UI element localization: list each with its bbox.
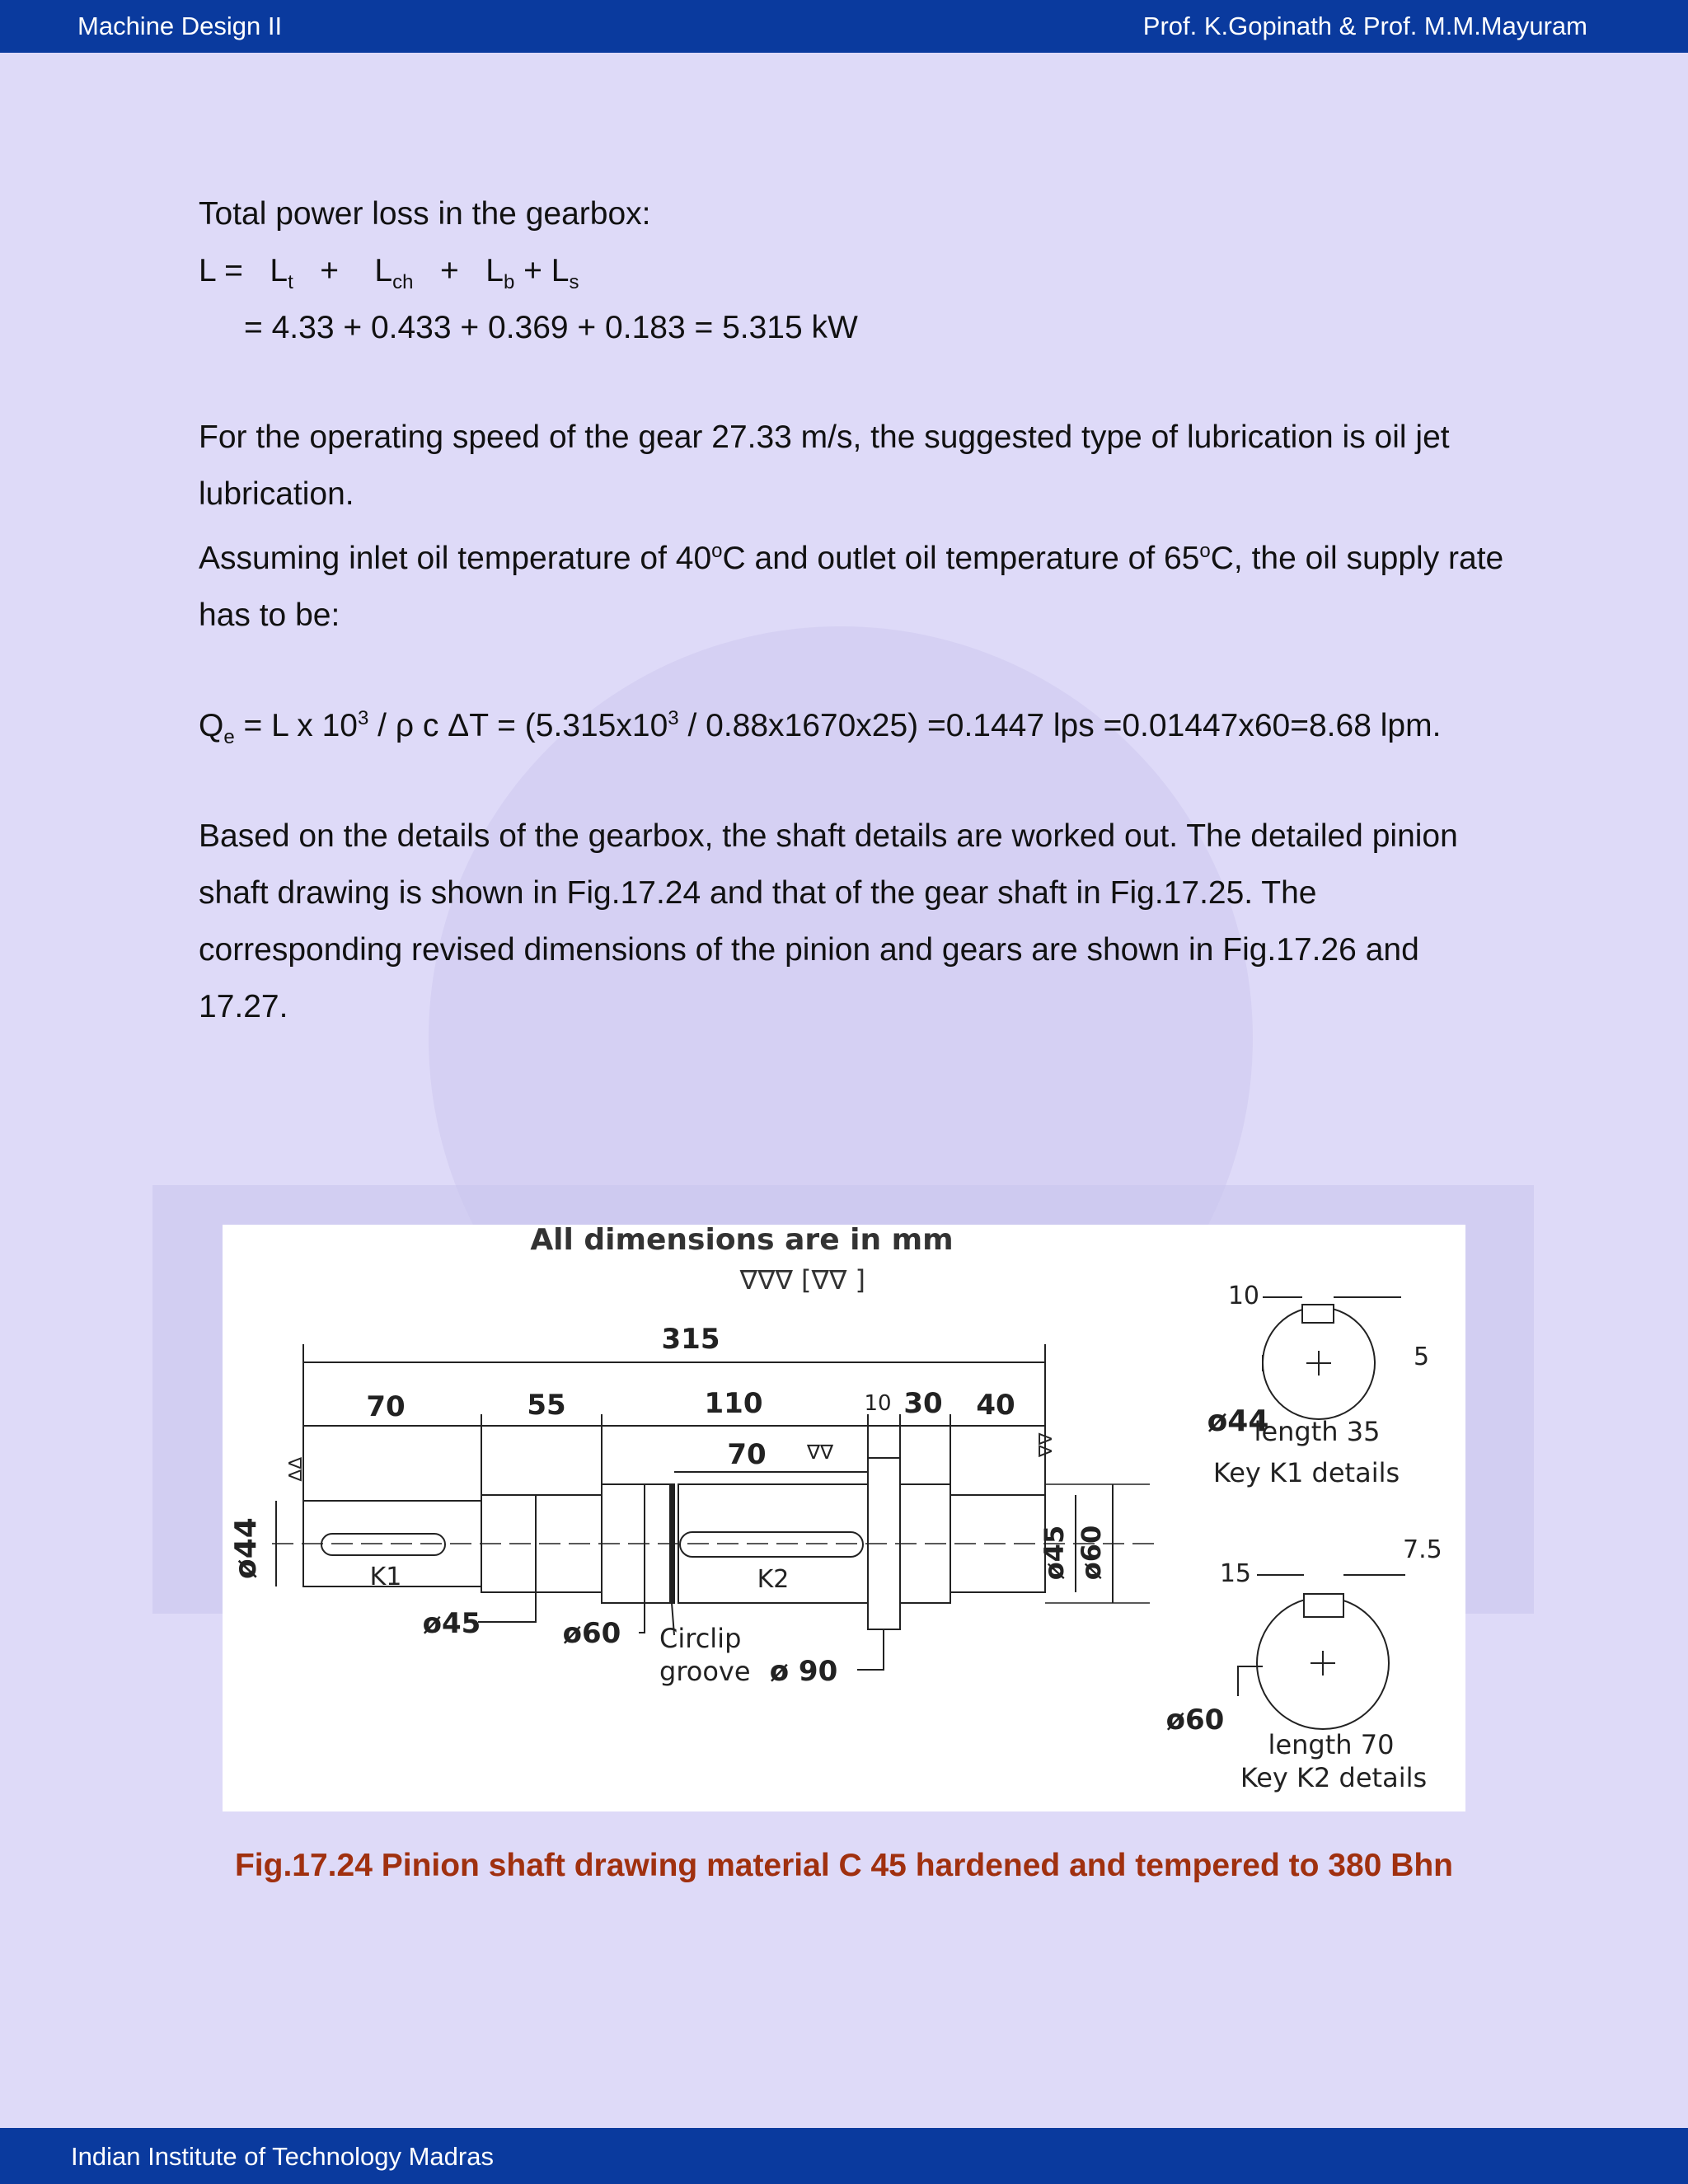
inner-finish-symbol: ∇∇ (806, 1441, 834, 1464)
figure-caption: Fig.17.24 Pinion shaft drawing material C 45 hardened and tempered to 380 Bhn (234, 1848, 1454, 1883)
key-k1-dia: ø44 (1207, 1404, 1269, 1438)
keyway-k1 (321, 1534, 445, 1555)
right-finish-symbol: ∇∇ (1036, 1432, 1057, 1457)
dia-60-label: ø60 (562, 1617, 621, 1650)
leader-dia-45 (478, 1592, 536, 1622)
groove-label: groove (659, 1656, 751, 1687)
leader-dia-60 (639, 1603, 645, 1633)
dia-45-right-label: ø45 (1039, 1525, 1070, 1581)
pinion-shaft-figure (223, 1225, 1465, 1811)
surface-finish-symbol: ∇∇∇ [∇∇ ] (739, 1264, 865, 1296)
key-k2-width: 15 (1219, 1559, 1251, 1588)
key-k2-title: Key K2 details (1240, 1762, 1428, 1793)
authors: Prof. K.Gopinath & Prof. M.M.Mayuram (1142, 12, 1587, 40)
key-k1-length: length 35 (1254, 1416, 1381, 1447)
key-k1-depth: 5 (1414, 1343, 1430, 1371)
footer-bar (0, 2128, 1688, 2184)
institute-name: Indian Institute of Technology Madras (71, 2142, 494, 2171)
oil-supply-equation: $Q_e = L$ x $10^3$ / ρ c $\Delta T = (5.315x10^3 / 0.88x1670x25) =0.1447$ lps =0.01447x60=8.68 lpm. (199, 707, 1442, 748)
dim-10: 10 (864, 1391, 892, 1416)
dimensions-note: All dimensions are in mm (530, 1225, 954, 1257)
dim-55: 55 (527, 1389, 566, 1422)
label-k2: K2 (757, 1565, 790, 1594)
oil-temperature-paragraph: Assuming inlet oil temperature of 40$^o$C and outlet oil temperature of 65$^o$C, the oil supply rate has to be: (199, 540, 1504, 633)
shaft-paragraph: Based on the details of the gearbox, the shaft details are worked out. The detailed pinion shaft drawing is shown in Fig.17.24 and that of the gear shaft in Fig.17.25. The corresponding revised dimensions of the pinion and gears are shown in Fig.17.26 and 17.27. (199, 818, 1458, 1024)
dia-45-label: ø45 (422, 1607, 481, 1640)
dia-90-label: ø 90 (769, 1655, 838, 1688)
key-k2-dia: ø60 (1165, 1704, 1225, 1736)
key-k1-slot (1302, 1305, 1334, 1323)
loss-equation: L = $L_t$ + $L_{ch}$ + $L_b + L_s$ (199, 253, 579, 293)
dia-44-label: ø44 (229, 1517, 263, 1579)
header-bar (0, 0, 1688, 53)
pinion-shaft-drawing (223, 1225, 1465, 1811)
loss-result: = 4.33 + 0.433 + 0.369 + 0.183 = 5.315 kW (244, 310, 858, 345)
left-finish-symbol: ∇∇ (284, 1457, 304, 1482)
leader-dia-90 (857, 1629, 884, 1670)
key-k1-title: Key K1 details (1212, 1457, 1400, 1488)
key-k1-width: 10 (1227, 1282, 1259, 1310)
key-k2-length: length 70 (1268, 1729, 1395, 1760)
label-k1: K1 (369, 1563, 402, 1591)
keyway-k2 (680, 1532, 863, 1557)
key-k2-slot (1304, 1594, 1343, 1617)
dim-110: 110 (704, 1387, 763, 1420)
course-title: Machine Design II (77, 12, 283, 40)
dim-inner-70: 70 (727, 1438, 767, 1471)
lubrication-paragraph: For the operating speed of the gear 27.33 m/s, the suggested type of lubrication is oil jet lubrication. (199, 419, 1450, 512)
circlip-label: Circlip (659, 1623, 742, 1654)
dia-60-right-label: ø60 (1076, 1525, 1107, 1581)
dim-30: 30 (903, 1387, 943, 1420)
key-k2-depth: 7.5 (1403, 1535, 1442, 1564)
dim-315: 315 (661, 1323, 720, 1356)
dim-40: 40 (976, 1389, 1015, 1422)
loss-heading: Total power loss in the gearbox: (199, 196, 651, 232)
dim-70: 70 (366, 1390, 406, 1423)
